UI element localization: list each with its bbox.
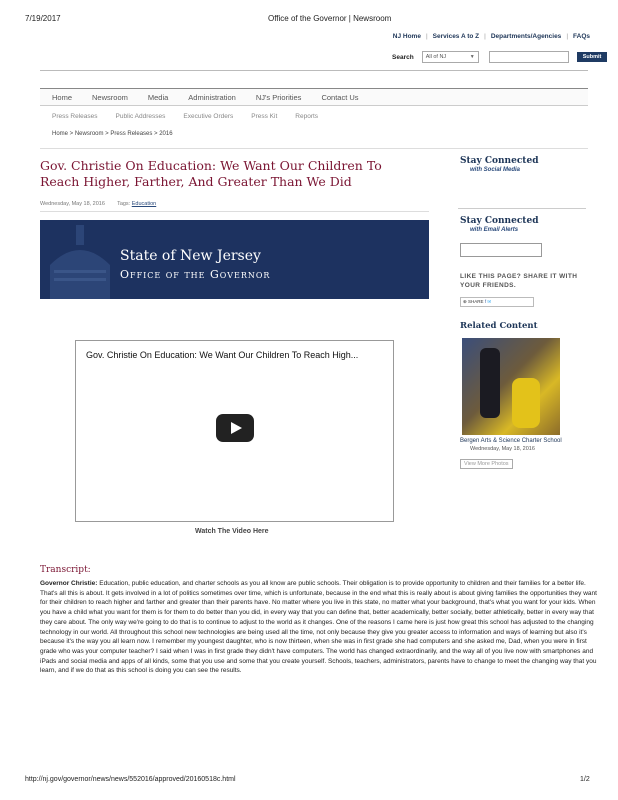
video-player[interactable] [75,340,394,522]
share-prompt: LIKE THIS PAGE? SHARE IT WITH YOUR FRIENDS. [460,273,578,289]
subnav-public-addresses[interactable]: Public Addresses [115,113,166,120]
stay-connected-email-title[interactable]: Stay Connected [460,216,539,226]
nav-newsroom[interactable]: Newsroom [92,92,128,102]
search-bar [392,51,607,63]
video-title[interactable]: Gov. Christie On Education: We Want Our Children To Reach High... [86,350,359,360]
util-link-services[interactable]: Services A to Z [432,33,480,40]
search-scope-select[interactable]: All of NJ ▼ [422,51,479,63]
article-date: Wednesday, May 18, 2016 [40,201,105,207]
view-more-photos-button[interactable]: View More Photos [460,459,513,469]
play-icon[interactable] [216,414,254,442]
share-icon: ⊕ [463,299,467,304]
print-date: 7/19/2017 [25,14,61,23]
article-meta [40,201,156,207]
utility-nav: NJ Home | Services A to Z | Departments/Agencies | FAQs [392,33,590,40]
email-alert-input[interactable] [460,243,542,257]
tags-label: Tags: [117,201,131,207]
util-link-nj-home[interactable]: NJ Home [392,33,421,40]
divider [458,208,586,209]
divider [40,211,429,212]
banner-line1: State of New Jersey [120,248,261,264]
banner-line2: Office of the Governor [120,268,271,281]
nav-administration[interactable]: Administration [188,92,236,102]
subnav-reports[interactable]: Reports [295,113,319,120]
search-label: Search [392,53,414,61]
search-input[interactable] [489,51,569,63]
search-submit-button[interactable]: Submit [577,52,608,62]
print-title: Office of the Governor | Newsroom [268,14,392,23]
transcript-body [40,579,600,676]
divider [40,70,588,71]
nav-media[interactable]: Media [147,92,169,102]
nav-contact[interactable]: Contact Us [321,92,359,102]
print-url: http://nj.gov/governor/news/news/552016/approved/20160518c.html [25,776,236,783]
sub-nav [52,113,318,120]
stay-connected-email-sub[interactable]: with Email Alerts [470,227,519,233]
nav-home[interactable]: Home [52,92,73,102]
transcript-text: Education, public education, and charter schools as you all know are public schools. Their obligation is to provide opportunity to children and their families for a better life. That's all this is about. It gets involved in a lot of politics sometimes over time, which is unfortunate, because in the end what this is really about is about giving families the opportunities they want for their children to reach higher and farther and greater than their parents have. No matter where you live in this state, no matter what your background, that's what you want for your kids. When you have a child what you want for them is for them to do better than you did, in every way that you can define that, better academically, better socially, better athletically, better in every way that they care about. The only way we're going to do that is to continue to adjust to the world as it changes. One of the reasons I came here is just how great this school has adjusted to the changing technology in our world. All throughout this school new technologies are being used all the time, not only because they give you greater access to information and ways of learning but also it's because it's the way you all learn now. I remember my youngest daughter, who is now thirteen, when she was in first grade she had computers and she asked me, Dad, when you were in first grade who was your computer teacher? I said when I was in first grade they didn't have computers. The world has changed extraordinarily, and the way all of you live now with smartphones and iPads and social media and apps of all kinds, some that you use and some that you create yourself. Schools, teachers, administrators, parents have to change to meet the changing way that you learn, and if we do that as this school is doing you can see the results. [40,580,597,675]
share-button[interactable]: ⊕ SHARE f ✉ [460,297,534,307]
transcript-speaker: Governor Christie: [40,580,98,587]
governor-banner [40,220,429,299]
chevron-down-icon: ▼ [469,54,475,60]
related-photo[interactable] [462,338,560,435]
capitol-dome-icon [40,220,120,299]
transcript-heading: Transcript: [40,565,91,575]
nav-priorities[interactable]: NJ's Priorities [255,92,302,102]
print-page: 1/2 [580,776,590,783]
related-content-title: Related Content [460,321,538,331]
divider [40,148,588,149]
breadcrumb[interactable]: Home > Newsroom > Press Releases > 2016 [52,131,173,137]
related-photo-caption[interactable]: Bergen Arts & Science Charter School [460,438,562,444]
stay-connected-social-sub[interactable]: with Social Media [470,167,521,173]
subnav-press-kit[interactable]: Press Kit [251,113,278,120]
stay-connected-social-title[interactable]: Stay Connected [460,156,539,166]
subnav-press-releases[interactable]: Press Releases [52,113,98,120]
page-title: Gov. Christie On Education: We Want Our Children To Reach Higher, Farther, And Greater Than We Did [40,158,382,189]
tag-link[interactable]: Education [131,201,157,207]
util-link-departments[interactable]: Departments/Agencies [490,33,562,40]
related-photo-date: Wednesday, May 18, 2016 [470,446,535,452]
util-link-faqs[interactable]: FAQs [573,33,590,40]
video-caption: Watch The Video Here [195,528,269,535]
main-nav [40,88,588,106]
subnav-executive-orders[interactable]: Executive Orders [183,113,234,120]
